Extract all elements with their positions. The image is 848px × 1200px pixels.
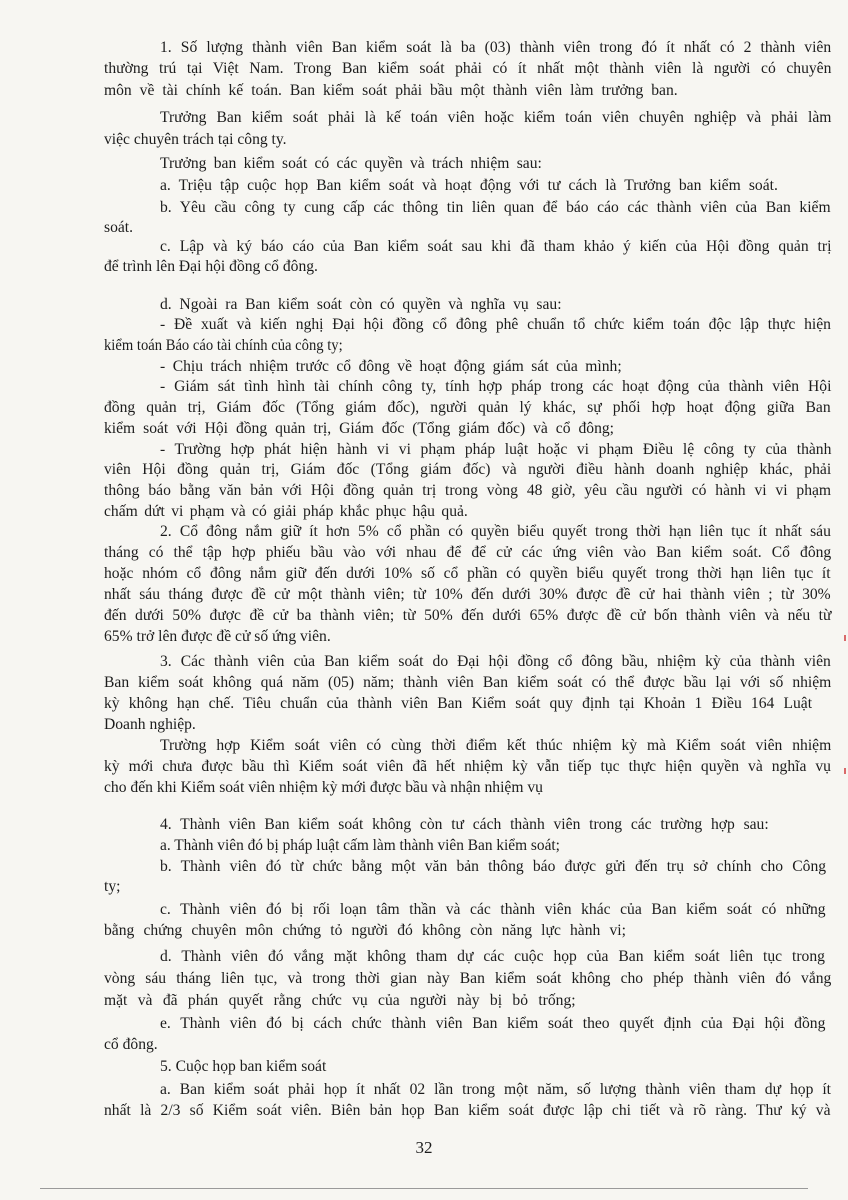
bottom-rule bbox=[40, 1188, 808, 1189]
text-line: - Giám sát tình hình tài chính công ty, tính hợp pháp trong các hoạt động của thành viên Hội bbox=[160, 378, 832, 395]
margin-mark bbox=[844, 635, 846, 641]
text-line: 65% trở lên được đề cử số ứng viên. bbox=[104, 628, 331, 645]
page-number: 32 bbox=[415, 1138, 433, 1157]
text-line: - Đề xuất và kiến nghị Đại hội đồng cổ đông phê chuẩn tổ chức kiểm toán độc lập thực hiện bbox=[160, 316, 831, 333]
text-line: b. Yêu cầu công ty cung cấp các thông tin liên quan để báo cáo các thành viên của Ban kiểm bbox=[160, 199, 831, 216]
text-line: thường trú tại Việt Nam. Trong Ban kiểm soát phải có ít nhất một thành viên là người có chuyên bbox=[104, 60, 832, 77]
text-line: c. Thành viên đó bị rối loạn tâm thần và các thành viên khác của Ban kiểm soát có những bbox=[160, 901, 826, 918]
margin-mark bbox=[844, 768, 846, 774]
text-line: nhất là 2/3 số Kiểm soát viên. Biên bản họp Ban kiểm soát được lập chi tiết và rõ ràng. Thư ký và bbox=[104, 1102, 831, 1119]
text-line: soát. bbox=[104, 219, 134, 236]
text-line: Trường hợp Kiểm soát viên có cùng thời điểm kết thúc nhiệm kỳ mà Kiểm soát viên nhiệm bbox=[160, 737, 832, 754]
text-line: môn về tài chính kế toán. Ban kiểm soát phải bầu một thành viên làm trưởng ban. bbox=[104, 82, 678, 99]
text-line: nhất sáu tháng được đề cử một thành viên; từ 10% đến dưới 30% được đề cử hai thành viên ; từ 30% bbox=[104, 586, 831, 603]
text-line: d. Ngoài ra Ban kiểm soát còn có quyền và nghĩa vụ sau: bbox=[160, 296, 562, 313]
text-line: 2. Cổ đông nắm giữ ít hơn 5% cổ phần có quyền biểu quyết trong thời hạn liên tục ít nhất sáu bbox=[160, 523, 831, 540]
text-line: hoặc nhóm cổ đông nắm giữ đến dưới 10% số cổ phần có quyền biểu quyết trong thời hạn liên tục ít bbox=[104, 565, 831, 582]
text-line: a. Triệu tập cuộc họp Ban kiểm soát và hoạt động với tư cách là Trưởng ban kiểm soát. bbox=[160, 177, 778, 194]
text-line: cổ đông. bbox=[104, 1036, 158, 1053]
text-line: Trưởng ban kiểm soát có các quyền và trách nhiệm sau: bbox=[160, 155, 542, 172]
text-line: đồng quản trị, Giám đốc (Tổng giám đốc), người quản lý khác, sự phối hợp hoạt động giữa Ban bbox=[104, 399, 831, 416]
text-line: a. Ban kiểm soát phải họp ít nhất 02 lần trong một năm, số lượng thành viên tham dự họp ít bbox=[160, 1081, 831, 1098]
text-line: b. Thành viên đó từ chức bằng một văn bản thông báo được gửi đến trụ sở chính cho Công bbox=[160, 858, 827, 875]
text-line: kỳ mới chưa được bầu thì Kiểm soát viên đã hết nhiệm kỳ vẫn tiếp tục thực hiện quyền và nghĩa vụ bbox=[104, 758, 831, 775]
text-line: mặt và đã phán quyết rằng chức vụ của người này bị bỏ trống; bbox=[104, 992, 576, 1009]
text-line: đến dưới 50% được đề cử ba thành viên; từ 50% đến dưới 65% được đề cử bốn thành viên và nếu từ bbox=[104, 607, 832, 624]
text-line: 4. Thành viên Ban kiểm soát không còn tư cách thành viên trong các trường hợp sau: bbox=[160, 816, 769, 833]
text-line: 5. Cuộc họp ban kiểm soát bbox=[160, 1058, 327, 1075]
text-line: bằng chứng chuyên môn chứng tỏ người đó không còn năng lực hành vi; bbox=[104, 922, 626, 939]
text-line: kiểm soát với Hội đồng quản trị, Giám đốc (Tổng giám đốc) và cổ đông; bbox=[104, 420, 615, 437]
text-line: kỳ không hạn chế. Tiêu chuẩn của thành viên Ban Kiểm soát quy định tại Khoản 1 Điều 164 Luật bbox=[104, 695, 813, 712]
text-line: kiểm toán Báo cáo tài chính của công ty; bbox=[104, 337, 343, 354]
text-line: e. Thành viên đó bị cách chức thành viên Ban kiểm soát theo quyết định của Đại hội đồng bbox=[160, 1015, 826, 1032]
text-line: d. Thành viên đó vắng mặt không tham dự các cuộc họp của Ban kiểm soát liên tục trong bbox=[160, 948, 825, 965]
text-line: Trưởng Ban kiểm soát phải là kế toán viên hoặc kiểm toán viên chuyên nghiệp và phải làm bbox=[160, 109, 832, 126]
text-line: vòng sáu tháng liên tục, và trong thời gian này Ban kiểm soát không cho phép thành viên đó vắng bbox=[104, 970, 832, 987]
text-line: a. Thành viên đó bị pháp luật cấm làm thành viên Ban kiểm soát; bbox=[160, 837, 560, 854]
text-line: c. Lập và ký báo cáo của Ban kiểm soát sau khi đã tham khảo ý kiến của Hội đồng quản trị bbox=[160, 238, 832, 255]
text-line: ty; bbox=[104, 878, 121, 895]
text-line: viên Hội đồng quản trị, Giám đốc (Tổng giám đốc) và người điều hành doanh nghiệp khác, phải bbox=[104, 461, 832, 478]
text-line: 1. Số lượng thành viên Ban kiểm soát là ba (03) thành viên trong đó ít nhất có 2 thành viên bbox=[160, 39, 832, 56]
text-line: việc chuyên trách tại công ty. bbox=[104, 131, 287, 148]
text-line: thông báo bằng văn bản với Hội đồng quản trị trong vòng 48 giờ, yêu cầu người có hành vi vi phạm bbox=[104, 482, 832, 499]
text-line: Ban kiểm soát không quá năm (05) năm; thành viên Ban kiểm soát có thể được bầu lại với số nhiệm bbox=[104, 674, 832, 691]
text-line: cho đến khi Kiểm soát viên nhiệm kỳ mới được bầu và nhận nhiệm vụ bbox=[104, 779, 543, 796]
text-line: - Trường hợp phát hiện hành vi vi phạm pháp luật hoặc vi phạm Điều lệ công ty của thành bbox=[160, 441, 832, 458]
text-line: Doanh nghiệp. bbox=[104, 716, 196, 733]
text-line: - Chịu trách nhiệm trước cổ đông về hoạt động giám sát của mình; bbox=[160, 358, 622, 375]
text-line: tháng có thể tập hợp phiếu bầu vào với nhau để để cử các ứng viên vào Ban kiểm soát. Cổ đông bbox=[104, 544, 832, 561]
text-line: để trình lên Đại hội đồng cổ đông. bbox=[104, 258, 318, 275]
text-line: 3. Các thành viên của Ban kiểm soát do Đại hội đồng cổ đông bầu, nhiệm kỳ của thành viên bbox=[160, 653, 831, 670]
text-line: chấm dứt vi phạm và có giải pháp khắc phục hậu quả. bbox=[104, 503, 468, 520]
